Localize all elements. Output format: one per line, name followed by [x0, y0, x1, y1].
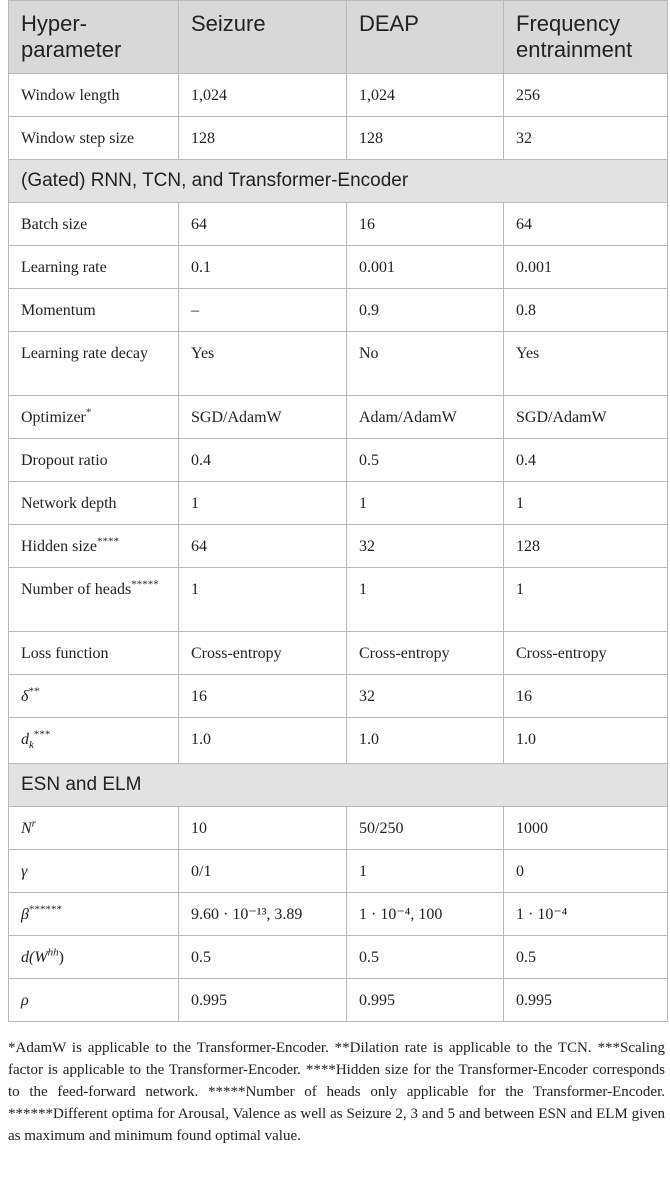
- row-label: Loss function: [9, 632, 179, 675]
- cell-deap: 1: [347, 482, 504, 525]
- cell-deap: 0.5: [347, 936, 504, 979]
- table-row: [9, 979, 668, 1022]
- cell-frequency: 0: [504, 850, 668, 893]
- cell-frequency: Cross-entropy: [504, 632, 668, 675]
- cell-seizure: 1,024: [179, 74, 347, 117]
- cell-frequency: 1000: [504, 807, 668, 850]
- row-label: $N^r$: [9, 807, 179, 850]
- cell-deap: 32: [347, 525, 504, 568]
- cell-seizure: 0.1: [179, 246, 347, 289]
- cell-seizure: 0.5: [179, 936, 347, 979]
- cell-deap: 0.9: [347, 289, 504, 332]
- cell-seizure: 0/1: [179, 850, 347, 893]
- hyperparameter-table: [8, 0, 668, 1022]
- cell-frequency: 16: [504, 675, 668, 718]
- row-label: Hidden size****: [9, 525, 179, 568]
- cell-frequency: 64: [504, 203, 668, 246]
- cell-deap: 1: [347, 568, 504, 632]
- table-footnote: *AdamW is applicable to the Transformer-Encoder. **Dilation rate is applicable to the TCN. ***Scaling factor is applicable to the Transformer-Encoder. ****Hidden size for the Transformer-Encoder corresponds to the feed-forward network. *****Number of heads only applicable for the Transformer-Encoder. ******Different optima for Arousal, Valence as well as Seizure 2, 3 and 5 and between ESN and ELM given as maximum and minimum found optimal value.: [8, 1040, 665, 1144]
- row-label: $d(W^{hh})$: [9, 936, 179, 979]
- cell-frequency: 32: [504, 117, 668, 160]
- table-row: [9, 117, 668, 160]
- table-row: [9, 482, 668, 525]
- row-label: Batch size: [9, 203, 179, 246]
- row-label: δ**: [9, 675, 179, 718]
- cell-deap: 16: [347, 203, 504, 246]
- table-row: [9, 675, 668, 718]
- cell-frequency: 1: [504, 568, 668, 632]
- table-row: [9, 893, 668, 936]
- table-row: [9, 807, 668, 850]
- cell-seizure: 64: [179, 203, 347, 246]
- cell-seizure: 16: [179, 675, 347, 718]
- row-label: γ: [9, 850, 179, 893]
- cell-seizure: 0.995: [179, 979, 347, 1022]
- row-label: Optimizer*: [9, 396, 179, 439]
- row-label: Dropout ratio: [9, 439, 179, 482]
- row-label: $d_k^{***}$: [9, 718, 179, 764]
- cell-frequency: 1: [504, 482, 668, 525]
- row-label: Window step size: [9, 117, 179, 160]
- section-header-row: [9, 160, 668, 203]
- row-label: β******: [9, 893, 179, 936]
- table-row: [9, 439, 668, 482]
- table-row: [9, 850, 668, 893]
- cell-deap: 1 · 10⁻⁴, 100: [347, 893, 504, 936]
- table-row: [9, 289, 668, 332]
- table-row: [9, 718, 668, 764]
- row-label: ρ: [9, 979, 179, 1022]
- cell-frequency: 0.5: [504, 936, 668, 979]
- table-row: [9, 246, 668, 289]
- table-row: [9, 568, 668, 632]
- cell-deap: 0.5: [347, 439, 504, 482]
- table-row: [9, 525, 668, 568]
- cell-deap: 50/250: [347, 807, 504, 850]
- header-frequency-entrainment: Frequency entrainment: [504, 1, 668, 74]
- cell-frequency: SGD/AdamW: [504, 396, 668, 439]
- cell-seizure: 1: [179, 482, 347, 525]
- row-label: Window length: [9, 74, 179, 117]
- header-seizure: Seizure: [179, 1, 347, 74]
- cell-seizure: 64: [179, 525, 347, 568]
- cell-frequency: 0.001: [504, 246, 668, 289]
- cell-seizure: –: [179, 289, 347, 332]
- row-label: Learning rate decay: [9, 332, 179, 396]
- row-label: Network depth: [9, 482, 179, 525]
- row-label: Number of heads*****: [9, 568, 179, 632]
- cell-seizure: 1: [179, 568, 347, 632]
- cell-deap: 1: [347, 850, 504, 893]
- section-title-esn: ESN and ELM: [9, 764, 668, 807]
- cell-deap: 128: [347, 117, 504, 160]
- cell-deap: No: [347, 332, 504, 396]
- cell-frequency: 1 · 10⁻⁴: [504, 893, 668, 936]
- header-deap: DEAP: [347, 1, 504, 74]
- cell-seizure: Cross-entropy: [179, 632, 347, 675]
- cell-frequency: 0.4: [504, 439, 668, 482]
- cell-seizure: Yes: [179, 332, 347, 396]
- cell-deap: 0.001: [347, 246, 504, 289]
- cell-deap: 32: [347, 675, 504, 718]
- cell-deap: 1,024: [347, 74, 504, 117]
- cell-seizure: SGD/AdamW: [179, 396, 347, 439]
- cell-frequency: 128: [504, 525, 668, 568]
- section-title-rnn: (Gated) RNN, TCN, and Transformer-Encoder: [9, 160, 668, 203]
- hyperparameter-table-container: [8, 0, 667, 1022]
- cell-deap: 0.995: [347, 979, 504, 1022]
- section-header-row: [9, 764, 668, 807]
- cell-frequency: 256: [504, 74, 668, 117]
- cell-deap: Adam/AdamW: [347, 396, 504, 439]
- header-hyperparameter: Hyper-parameter: [9, 1, 179, 74]
- table-row: [9, 74, 668, 117]
- row-label: Learning rate: [9, 246, 179, 289]
- cell-frequency: 1.0: [504, 718, 668, 764]
- row-label: Momentum: [9, 289, 179, 332]
- cell-seizure: 128: [179, 117, 347, 160]
- cell-seizure: 10: [179, 807, 347, 850]
- table-row: [9, 396, 668, 439]
- table-header-row: [9, 1, 668, 74]
- cell-seizure: 0.4: [179, 439, 347, 482]
- table-row: [9, 632, 668, 675]
- table-row: [9, 332, 668, 396]
- cell-seizure: 1.0: [179, 718, 347, 764]
- cell-deap: 1.0: [347, 718, 504, 764]
- table-row: [9, 203, 668, 246]
- cell-frequency: 0.995: [504, 979, 668, 1022]
- cell-frequency: 0.8: [504, 289, 668, 332]
- cell-seizure: 9.60 · 10⁻¹³, 3.89: [179, 893, 347, 936]
- cell-deap: Cross-entropy: [347, 632, 504, 675]
- table-row: [9, 936, 668, 979]
- cell-frequency: Yes: [504, 332, 668, 396]
